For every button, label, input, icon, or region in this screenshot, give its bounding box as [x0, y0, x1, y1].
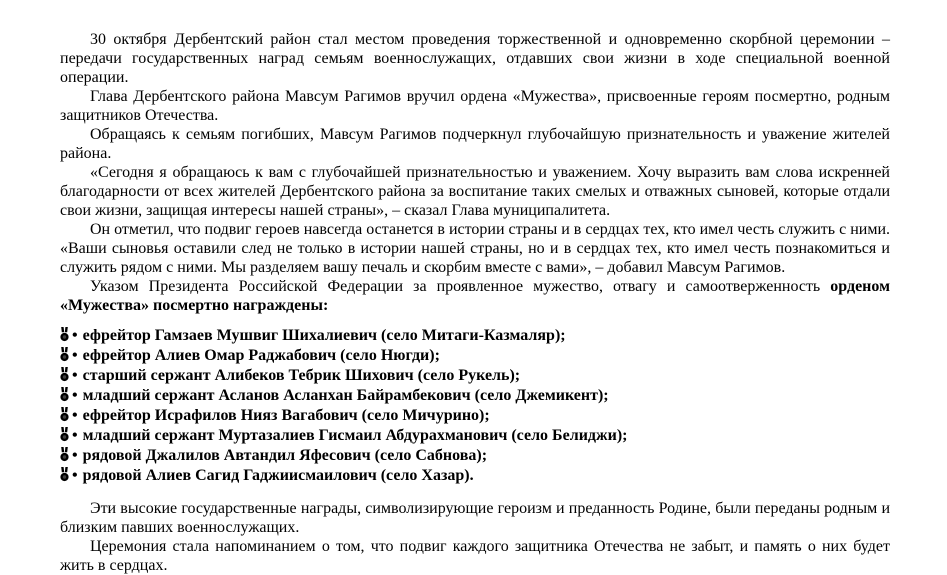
bullet-glyph: •: [72, 387, 78, 404]
bullet-glyph: •: [72, 407, 78, 424]
bullet-glyph: •: [72, 327, 78, 344]
paragraph: Эти высокие государственные награды, символизирующие героизм и преданность Родине, были переданы родным и близким павших военнослужащих.: [60, 500, 890, 536]
paragraph: Обращаясь к семьям погибших, Мавсум Рагимов подчеркнул глубочайшую признательность и уважение жителей района.: [60, 126, 890, 162]
paragraph: «Сегодня я обращаюсь к вам с глубочайшей признательностью и уважением. Хочу выразить вам слова искренней благодарности от всех жителей Дербентского района за воспитание таких смелых и отважных сыновей, которые отдали свои жизни, защищая интересы нашей страны», – сказал Глава муниципалитета.: [60, 164, 890, 219]
paragraph: 30 октября Дербентский район стал местом проведения торжественной и одновременно скорбной церемонии – передачи государственных наград семьям военнослужащих, отдавших свои жизни в ходе специальной военной операции.: [60, 31, 890, 86]
awardee-text: рядовой Алиев Сагид Гаджиисмаилович (село Хазар).: [82, 467, 474, 484]
document-page: [60, 30, 890, 575]
decree-bold-text: орденом «Мужества» посмертно награждены:: [60, 278, 890, 314]
awardee-text: младший сержант Асланов Асланхан Байрамбекович (село Джемикент);: [82, 387, 609, 404]
decree-paragraph: [60, 277, 890, 315]
list-item: [60, 326, 890, 346]
awardee-text: старший сержант Алибеков Тебрик Шихович (село Рукель);: [82, 367, 521, 384]
awardee-text: ефрейтор Алиев Омар Раджабович (село Нюгди);: [82, 347, 440, 364]
intro-paragraphs: [60, 30, 890, 277]
medal-icon: [60, 447, 69, 462]
list-item: [60, 346, 890, 366]
medal-icon: [60, 387, 69, 402]
list-item: [60, 406, 890, 426]
decree-regular-text: Указом Президента Российской Федерации за проявленное мужество, отвагу и самоотверженность: [90, 278, 831, 295]
list-item: [60, 386, 890, 406]
paragraph: Глава Дербентского района Мавсум Рагимов вручил ордена «Мужества», присвоенные героям посмертно, родным защитников Отечества.: [60, 88, 890, 124]
awardees-list: [60, 326, 890, 486]
medal-icon: [60, 367, 69, 382]
awardee-text: ефрейтор Гамзаев Мушвиг Шихалиевич (село Митаги-Казмаляр);: [82, 327, 566, 344]
bullet-glyph: •: [72, 347, 78, 364]
paragraph: Он отметил, что подвиг героев навсегда останется в истории страны и в сердцах тех, кто имел честь служить с ними. «Ваши сыновья оставили след не только в истории нашей страны, но и в сердцах тех, кто имел честь познакомиться и служить рядом с ними. Мы разделяем вашу печаль и скорбим вместе с вами», – добавил Мавсум Рагимов.: [60, 221, 890, 276]
list-item: [60, 366, 890, 386]
bullet-glyph: •: [72, 427, 78, 444]
awardee-text: младший сержант Муртазалиев Гисмаил Абдурахманович (село Белиджи);: [82, 427, 628, 444]
paragraph: Церемония стала напоминанием о том, что подвиг каждого защитника Отечества не забыт, и память о них будет жить в сердцах.: [60, 538, 890, 574]
medal-icon: [60, 327, 69, 342]
bullet-glyph: •: [72, 467, 78, 484]
list-item: [60, 466, 890, 486]
list-item: [60, 426, 890, 446]
medal-icon: [60, 427, 69, 442]
medal-icon: [60, 347, 69, 362]
medal-icon: [60, 467, 69, 482]
list-item: [60, 446, 890, 466]
closing-paragraphs: [60, 499, 890, 575]
awardee-text: ефрейтор Исрафилов Нияз Вагабович (село Мичурино);: [82, 407, 490, 424]
awardee-text: рядовой Джалилов Автандил Яфесович (село Сабнова);: [82, 447, 488, 464]
bullet-glyph: •: [72, 447, 78, 464]
medal-icon: [60, 407, 69, 422]
bullet-glyph: •: [72, 367, 78, 384]
